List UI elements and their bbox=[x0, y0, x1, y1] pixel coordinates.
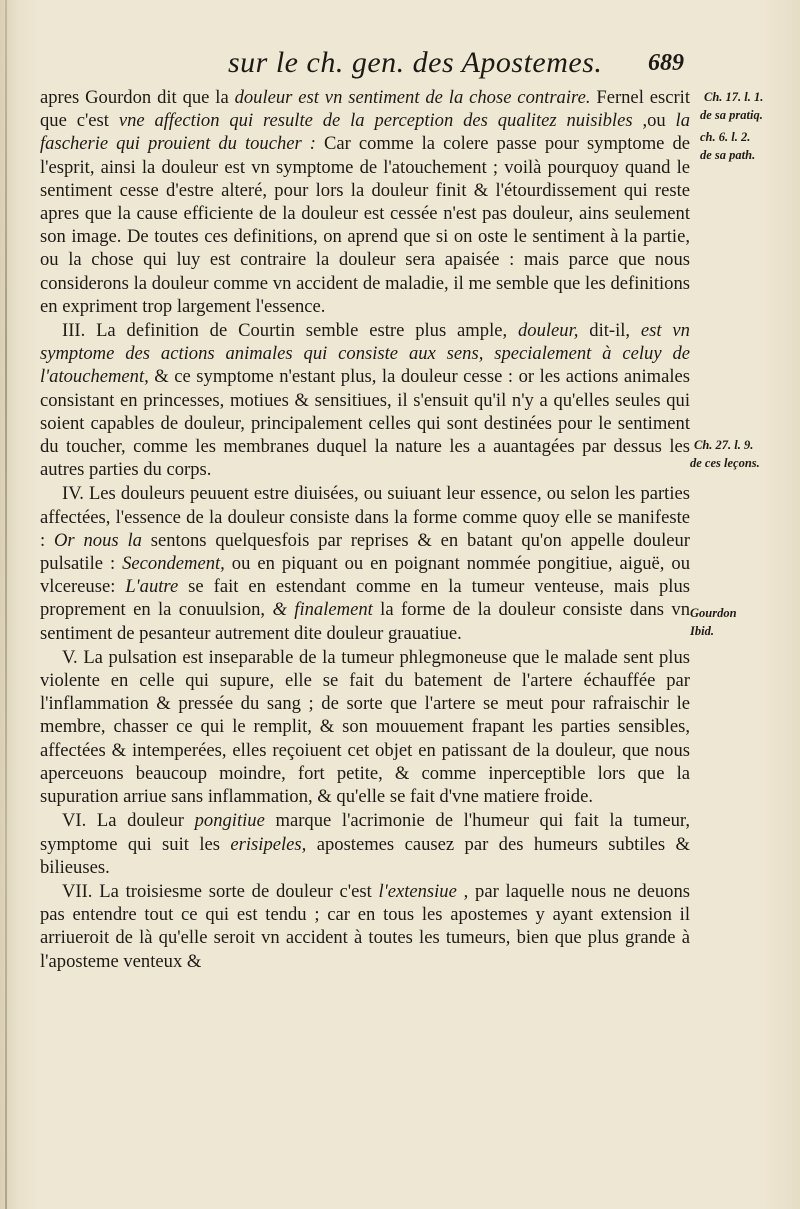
paragraph-iv bbox=[40, 482, 690, 644]
italic-run: pongitiue bbox=[194, 810, 265, 832]
text-run: se fait en estendant comme en la tumeur venteuse, mais plus proprement en la conuulsion, bbox=[40, 576, 690, 621]
italic-run: est vn symptome des actions animales qui consiste aux sens, specialement à celuy de l'atouchement, bbox=[40, 320, 690, 388]
text-run: IV. Les douleurs peuuent estre diuisées, ou suiuant leur essence, ou selon les parties affectées, l'essence de la douleur consiste dans la forme comme quoy elle se manifeste : bbox=[40, 483, 690, 551]
text-run: apres Gourdon dit que la bbox=[40, 87, 235, 108]
margin-note-path: de sa path. bbox=[700, 148, 756, 162]
margin-note-gourdon: Gourdon bbox=[690, 606, 737, 620]
text-run: , par laquelle nous ne deuons pas entendre tout ce qui est tendu ; car en tous les apostemes y ayant extension il arriueroit de là qu'elle seroit vn accident à toutes les tumeurs, bien que plus grande à l'aposteme venteux & bbox=[40, 880, 690, 972]
italic-run: & finalement bbox=[272, 599, 373, 621]
page-number: 689 bbox=[648, 50, 684, 76]
margin-note-ch17: Ch. 17. l. 1. bbox=[704, 90, 764, 104]
text-run: & ce symptome n'estant plus, la douleur cesse : or les actions animales consistant en princesses, motiues & sensitiues, il s'ensuit qu'il n'y a qu'elles seules qui soient capables de douleur, principalement celles qui sont destinées pour le sentiment du toucher, comme les membranes duquel la nature les a auantagées par dessus les autres parties du corps. bbox=[40, 366, 690, 481]
italic-run: Or nous la bbox=[54, 529, 142, 551]
text-run: marque l'acrimonie de l'humeur qui fait la tumeur, symptome qui suit les bbox=[40, 810, 690, 855]
binding-gutter bbox=[5, 0, 7, 1209]
text-run: Fernel escrit que c'est bbox=[40, 87, 690, 132]
paragraph-iii bbox=[40, 319, 690, 481]
margin-note-lecons: de ces leçons. bbox=[690, 456, 760, 470]
paragraph-vii bbox=[40, 880, 690, 973]
running-title: sur le ch. gen. des Apostemes. bbox=[228, 46, 603, 79]
text-run: sentons quelquesfois par reprises & en batant qu'on appelle douleur pulsatile : bbox=[40, 529, 690, 575]
italic-run: L'autre bbox=[125, 576, 179, 598]
italic-run: douleur est vn sentiment de la chose contraire. bbox=[234, 87, 591, 108]
text-run: III. La definition de Courtin semble estre plus ample, bbox=[62, 320, 518, 342]
text-run: ,ou bbox=[632, 110, 676, 132]
margin-note-ch6: ch. 6. l. 2. bbox=[700, 130, 751, 144]
page-header bbox=[0, 40, 800, 84]
text-run: apostemes causez par des humeurs subtiles & bilieuses. bbox=[40, 833, 690, 878]
text-run: VII. La troisiesme sorte de douleur c'est bbox=[62, 880, 379, 902]
italic-run: Secondement, bbox=[122, 553, 225, 575]
body-text bbox=[40, 86, 690, 974]
italic-run: l'extensiue bbox=[378, 880, 457, 902]
text-run: dit-il, bbox=[578, 320, 641, 342]
paragraph-intro bbox=[40, 86, 690, 318]
margin-note-ch27: Ch. 27. l. 9. bbox=[694, 438, 754, 452]
italic-run: la fascherie qui prouient du toucher : bbox=[40, 110, 690, 155]
text-run: Car comme la colere passe pour symptome de l'esprit, ainsi la douleur est vn symptome de l'atouchement ; voilà pourquoy quand le sentiment cesse d'estre alteré, pour lors la douleur finit & l'étourdissement qui reste apres que la cause efficiente de la douleur est cessée n'est pas douleur, ains seulement son image. De toutes ces definitions, on aprend que si on oste le sentiment à la partie, ou la chose qui luy est contraire la douleur sera apaisée : mais parce que nous considerons la douleur comme vn accident de maladie, il me semble que les definitions en expriment trop largement l'essence. bbox=[40, 133, 690, 317]
margin-note-ibid: Ibid. bbox=[690, 624, 714, 638]
italic-run: erisipeles, bbox=[230, 833, 307, 855]
paragraph-vi bbox=[40, 809, 690, 879]
italic-run: vne affection qui resulte de la perception des qualitez nuisibles bbox=[118, 110, 633, 132]
paragraph-v bbox=[40, 646, 690, 808]
margin-note-pratiq: de sa pratiq. bbox=[700, 108, 763, 122]
text-run: VI. La douleur bbox=[62, 810, 195, 832]
italic-run: douleur, bbox=[517, 320, 579, 342]
text-run: ou en piquant ou en poignant nommée pongitiue, aiguë, ou vlcereuse: bbox=[40, 553, 690, 598]
text-run: V. La pulsation est inseparable de la tumeur phlegmoneuse que le malade sent plus violente en celle qui supure, elle se fait du batement de l'artere échauffée par l'inflammation & pressée du sang ; de sorte que l'artere se meut pour rafraischir le membre, chasser ce qui le remplit, & son mouuement frapant les parties sensibles, affectées & intemperées, elles reçoiuent cet objet en patissant de la douleur, que nous aperceuons beaucoup moindre, fort petite, & comme inperceptible lors que la supuration arriue sans inflammation, & qu'elle se fait d'vne matiere froide. bbox=[40, 646, 690, 808]
text-run: la forme de la douleur consiste dans vn sentiment de pesanteur autrement dite douleur grauatiue. bbox=[40, 599, 690, 644]
